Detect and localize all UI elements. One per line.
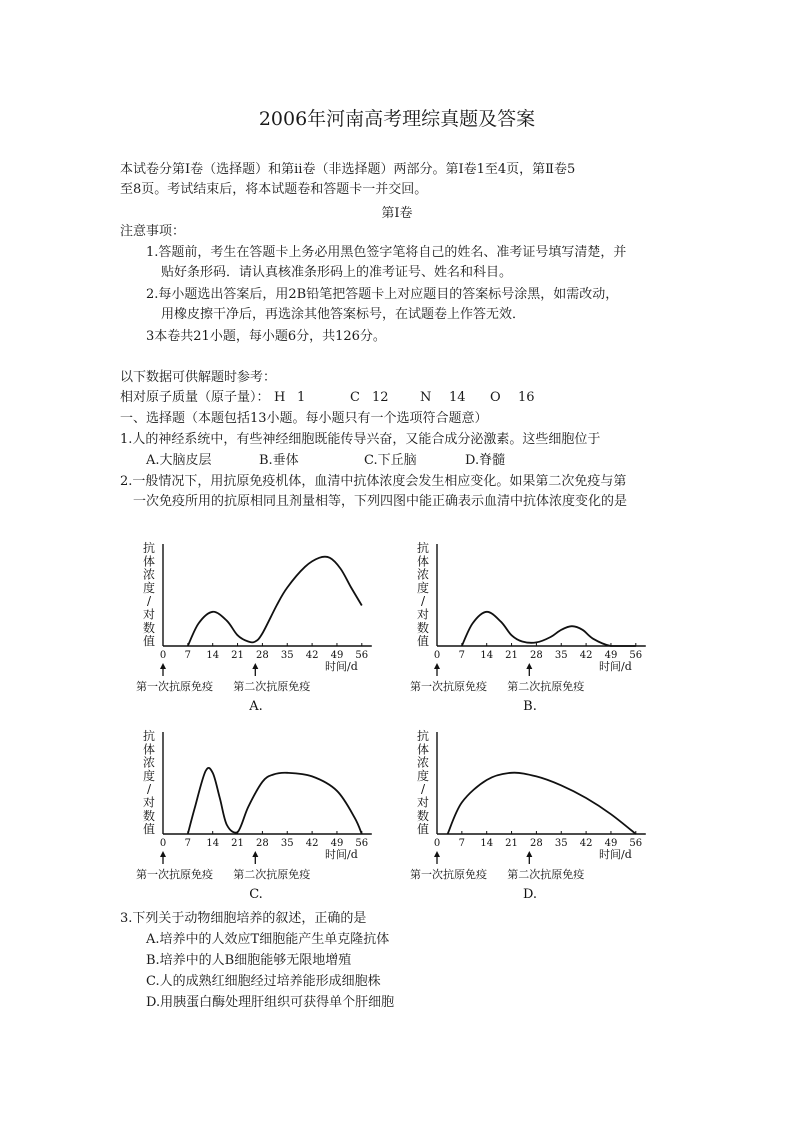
- x-tick-label: 42: [305, 838, 319, 849]
- q3-option-c: C.人的成熟红细胞经过培养能形成细胞株: [146, 974, 381, 989]
- y-axis-label: 抗体浓度/对数值: [142, 729, 156, 837]
- first-immunization-label: 第一次抗原免疫: [410, 868, 487, 881]
- x-tick-label: 42: [579, 650, 593, 661]
- q1-option-d: D.脊髓: [465, 453, 506, 468]
- x-tick-label: 49: [604, 838, 618, 849]
- x-tick-label: 28: [530, 838, 543, 849]
- arrow-head: [526, 663, 532, 669]
- atomic-symbol: N: [420, 390, 432, 405]
- page-title: 2006年河南高考理综真题及答案: [258, 108, 536, 130]
- atomic-symbol: C: [350, 390, 360, 405]
- q1-option-a: A.大脑皮层: [146, 453, 212, 468]
- second-immunization-label: 第二次抗原免疫: [233, 680, 311, 693]
- first-immunization-label: 第一次抗原免疫: [136, 680, 213, 693]
- x-tick-label: 28: [256, 838, 269, 849]
- x-tick-label: 56: [355, 650, 369, 661]
- arrow-head: [160, 851, 166, 857]
- x-tick-label: 56: [629, 838, 643, 849]
- x-tick-label: 7: [458, 650, 466, 661]
- x-tick-label: 21: [231, 838, 244, 849]
- x-tick-label: 14: [206, 838, 220, 849]
- x-tick-label: 28: [530, 650, 543, 661]
- x-axis-label: 时间/d: [599, 660, 632, 673]
- note-2-line-1: 2.每小题选出答案后，用2B铅笔把答题卡上对应题目的答案标号涂黑，如需改动，: [146, 287, 619, 302]
- x-tick-label: 0: [159, 650, 167, 661]
- question-3: 3.下列关于动物细胞培养的叙述，正确的是: [120, 911, 367, 926]
- question-2-line-2: 一次免疫所用的抗原相同且剂量相等，下列四图中能正确表示血清中抗体浓度变化的是: [133, 494, 628, 509]
- intro-line-2: 至8页。考试结束后，将本试题卷和答题卡一并交回。: [120, 182, 428, 197]
- antibody-curve: [462, 612, 636, 646]
- q3-option-b: B.培养中的人B细胞能够无限地增殖: [146, 953, 352, 968]
- x-tick-label: 56: [355, 838, 369, 849]
- x-tick-label: 7: [184, 838, 192, 849]
- second-immunization-label: 第二次抗原免疫: [507, 680, 585, 693]
- x-axis-label: 时间/d: [325, 660, 358, 673]
- antibody-curve: [188, 768, 362, 834]
- reference-heading: 以下数据可供解题时参考：: [120, 370, 277, 385]
- note-3: 3本卷共21小题，每小题6分，共126分。: [146, 329, 386, 344]
- atomic-symbol: O: [490, 390, 501, 405]
- note-1-line-1: 1.答题前，考生在答题卡上务必用黑色签字笔将自己的姓名、准考证号填写清楚，并: [146, 245, 627, 260]
- x-tick-label: 35: [554, 650, 568, 661]
- first-immunization-label: 第一次抗原免疫: [410, 680, 487, 693]
- arrow-head: [434, 851, 440, 857]
- x-tick-label: 0: [433, 650, 441, 661]
- arrow-head: [252, 851, 258, 857]
- atomic-mass-label: 相对原子质量（原子量）：: [120, 390, 270, 405]
- q3-option-d: D.用胰蛋白酶处理肝组织可获得单个肝细胞: [146, 995, 395, 1010]
- note-1-line-2: 贴好条形码．请认真核准条形码上的准考证号、姓名和科目。: [161, 265, 513, 280]
- chart-option-label: B.: [523, 699, 537, 714]
- atomic-mass: 16: [518, 390, 535, 405]
- q1-option-c: C.下丘脑: [364, 453, 417, 468]
- x-tick-label: 21: [505, 838, 518, 849]
- x-tick-label: 42: [579, 838, 593, 849]
- section-heading: 一、选择题（本题包括13小题。每小题只有一个选项符合题意）: [120, 411, 488, 426]
- x-tick-label: 7: [184, 650, 192, 661]
- x-tick-label: 56: [629, 650, 643, 661]
- atomic-mass: 12: [372, 390, 389, 405]
- x-axis-label: 时间/d: [599, 848, 632, 861]
- x-tick-label: 28: [256, 650, 269, 661]
- chart-c: [138, 724, 388, 904]
- x-tick-label: 14: [480, 838, 494, 849]
- chart-option-label: A.: [249, 699, 263, 714]
- notes-heading: 注意事项：: [120, 224, 186, 239]
- arrow-head: [160, 663, 166, 669]
- chart-b: [412, 536, 662, 716]
- atomic-mass: 14: [449, 390, 466, 405]
- note-2-line-2: 用橡皮擦干净后，再选涂其他答案标号，在试题卷上作答无效．: [161, 307, 526, 322]
- x-tick-label: 42: [305, 650, 319, 661]
- arrow-head: [526, 851, 532, 857]
- arrow-head: [252, 663, 258, 669]
- x-tick-label: 49: [330, 838, 344, 849]
- chart-d: [412, 724, 662, 904]
- atomic-mass: 1: [297, 390, 306, 405]
- chart-a: [138, 536, 388, 716]
- volume-title: 第Ⅰ卷: [381, 206, 413, 221]
- x-tick-label: 35: [280, 650, 294, 661]
- antibody-curve: [448, 773, 636, 834]
- x-tick-label: 21: [231, 650, 244, 661]
- x-tick-label: 7: [458, 838, 466, 849]
- x-tick-label: 35: [280, 838, 294, 849]
- x-tick-label: 49: [604, 650, 618, 661]
- y-axis-label: 抗体浓度/对数值: [142, 541, 156, 649]
- x-tick-label: 49: [330, 650, 344, 661]
- intro-line-1: 本试卷分第Ⅰ卷（选择题）和第ⅱ卷（非选择题）两部分。第Ⅰ卷1至4页，第Ⅱ卷5: [120, 162, 576, 177]
- antibody-curve: [188, 557, 362, 646]
- x-tick-label: 14: [206, 650, 220, 661]
- x-tick-label: 21: [505, 650, 518, 661]
- x-tick-label: 0: [159, 838, 167, 849]
- arrow-head: [434, 663, 440, 669]
- q3-option-a: A.培养中的人效应T细胞能产生单克隆抗体: [146, 932, 390, 947]
- chart-option-label: C.: [249, 887, 263, 902]
- chart-option-label: D.: [522, 887, 538, 902]
- question-2-line-1: 2.一般情况下，用抗原免疫机体，血清中抗体浓度会发生相应变化。如果第二次免疫与第: [120, 474, 627, 489]
- x-tick-label: 35: [554, 838, 568, 849]
- first-immunization-label: 第一次抗原免疫: [136, 868, 213, 881]
- second-immunization-label: 第二次抗原免疫: [507, 868, 585, 881]
- x-tick-label: 0: [433, 838, 441, 849]
- question-1: 1.人的神经系统中，有些神经细胞既能传导兴奋，又能合成分泌激素。这些细胞位于: [120, 432, 601, 447]
- y-axis-label: 抗体浓度/对数值: [416, 729, 430, 837]
- y-axis-label: 抗体浓度/对数值: [416, 541, 430, 649]
- atomic-symbol: H: [274, 390, 286, 405]
- x-axis-label: 时间/d: [325, 848, 358, 861]
- q1-option-b: B.垂体: [259, 453, 299, 468]
- second-immunization-label: 第二次抗原免疫: [233, 868, 311, 881]
- x-tick-label: 14: [480, 650, 494, 661]
